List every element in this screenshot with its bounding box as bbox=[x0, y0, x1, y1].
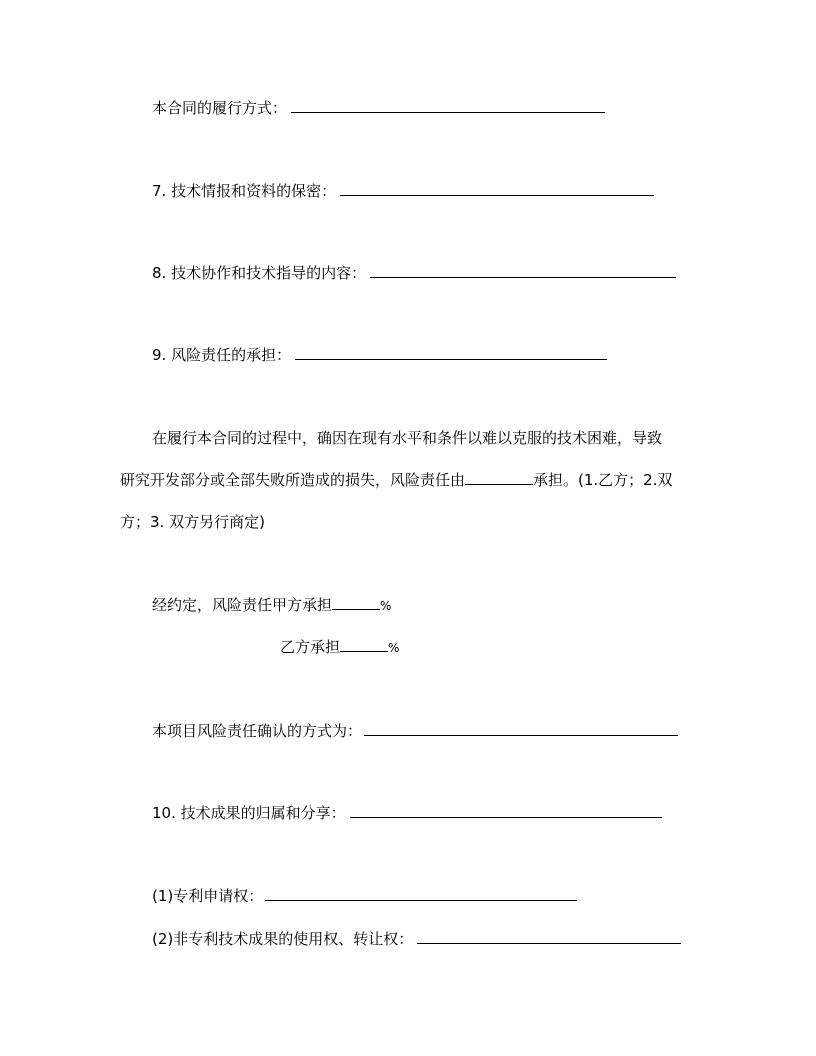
party-a-percent-blank[interactable] bbox=[332, 595, 380, 610]
agreed-a-suffix: % bbox=[380, 599, 392, 613]
item10-label: 10. 技术成果的归属和分享： bbox=[152, 804, 346, 822]
agreed-b-suffix: % bbox=[388, 641, 400, 655]
performance-line bbox=[152, 98, 605, 118]
risk-para-line2-after: 承担。(1.乙方；2.双 bbox=[533, 471, 673, 489]
sub1-blank[interactable] bbox=[265, 886, 577, 901]
agreed-b-prefix: 乙方承担 bbox=[280, 638, 341, 656]
sub1-label: (1)专利申请权： bbox=[152, 887, 264, 905]
performance-blank[interactable] bbox=[291, 98, 605, 113]
item8-line bbox=[152, 263, 676, 283]
risk-para-line2 bbox=[120, 470, 673, 490]
item8-blank[interactable] bbox=[370, 263, 676, 278]
item7-label: 7. 技术情报和资料的保密： bbox=[152, 182, 337, 200]
risk-para-line3: 方；3. 双方另行商定) bbox=[120, 513, 265, 531]
item7-line bbox=[152, 181, 654, 201]
agreed-b-line bbox=[280, 637, 399, 658]
sub2-blank[interactable] bbox=[417, 929, 681, 944]
item7-blank[interactable] bbox=[340, 181, 654, 196]
confirm-blank[interactable] bbox=[364, 721, 678, 736]
item10-line bbox=[152, 803, 662, 823]
risk-para-line1: 在履行本合同的过程中，确因在现有水平和条件以难以克服的技术困难，导致 bbox=[152, 429, 663, 447]
item9-blank[interactable] bbox=[295, 345, 607, 360]
confirm-line bbox=[152, 721, 678, 741]
agreed-a-line bbox=[152, 595, 391, 616]
sub2-line bbox=[152, 929, 681, 949]
item10-blank[interactable] bbox=[350, 803, 662, 818]
confirm-label: 本项目风险责任确认的方式为： bbox=[152, 722, 363, 740]
agreed-a-prefix: 经约定，风险责任甲方承担 bbox=[152, 596, 333, 614]
risk-para-line2-before: 研究开发部分或全部失败所造成的损失，风险责任由 bbox=[120, 471, 466, 489]
sub1-line bbox=[152, 886, 577, 906]
risk-party-blank[interactable] bbox=[465, 470, 533, 485]
performance-label: 本合同的履行方式： bbox=[152, 99, 288, 117]
item9-label: 9. 风险责任的承担： bbox=[152, 346, 292, 364]
party-b-percent-blank[interactable] bbox=[340, 637, 388, 652]
item9-line bbox=[152, 345, 607, 365]
item8-label: 8. 技术协作和技术指导的内容： bbox=[152, 264, 367, 282]
sub2-label: (2)非专利技术成果的使用权、转让权： bbox=[152, 930, 414, 948]
